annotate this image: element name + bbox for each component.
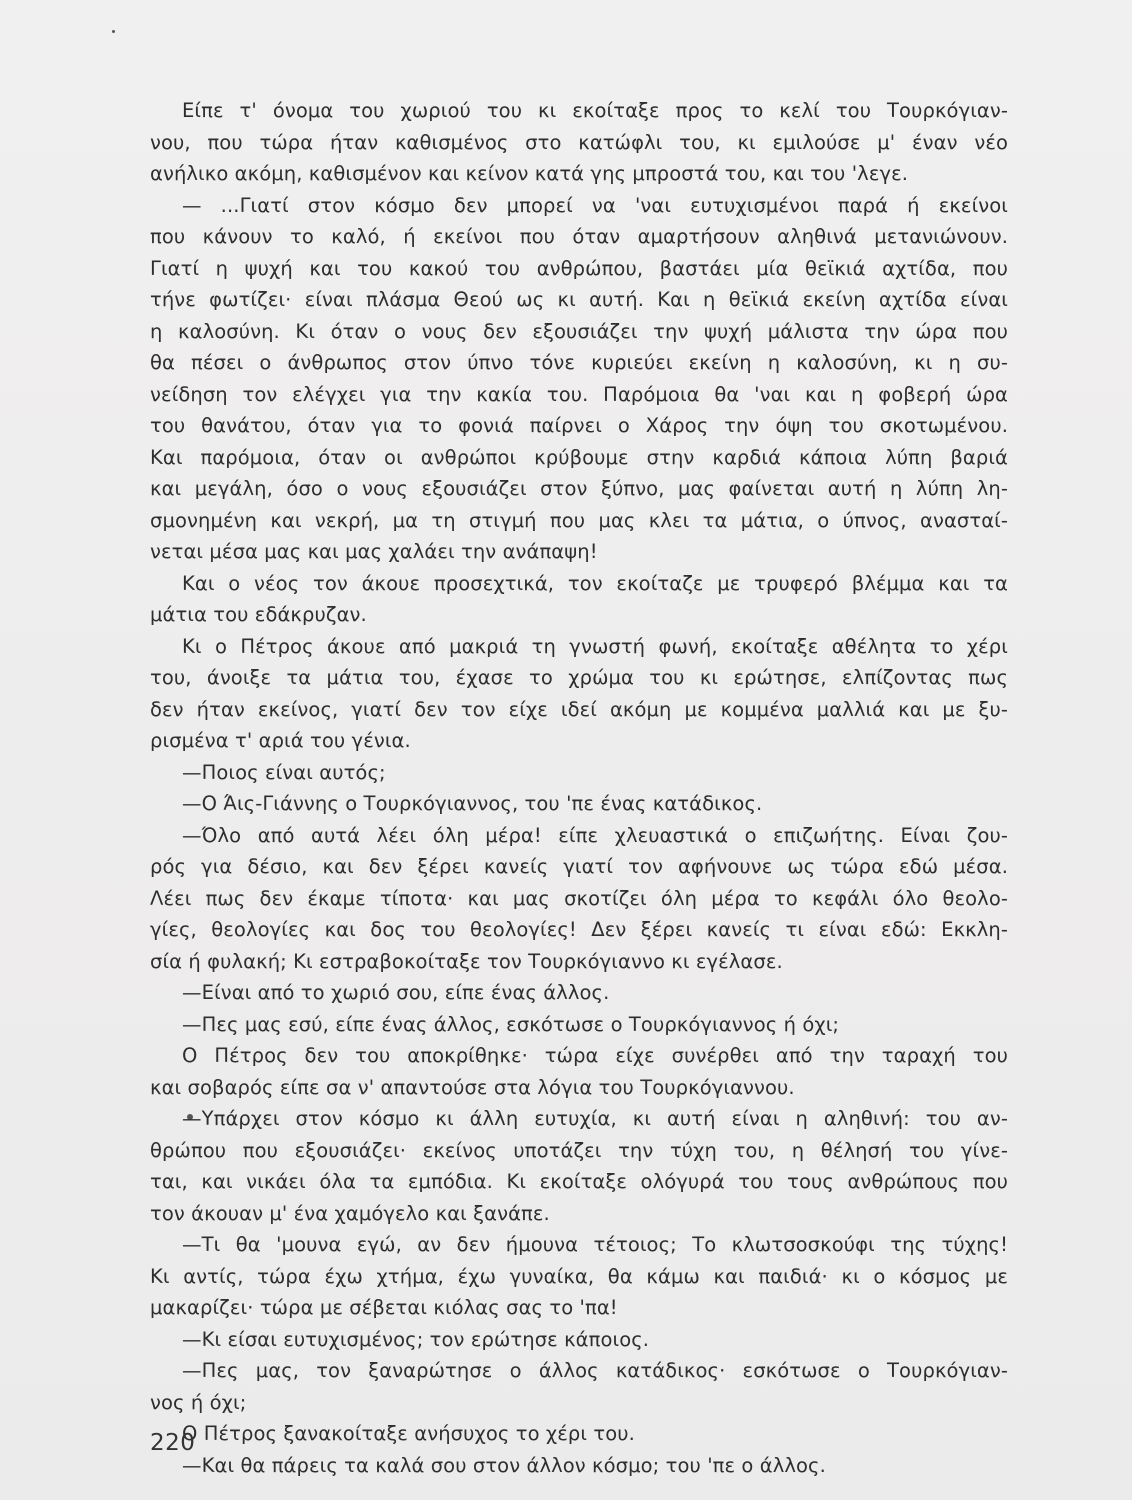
text-line: ρισμένα τ' αριά του γένια. (150, 729, 411, 752)
text-line: —Όλο από αυτά λέει όλη μέρα! είπε χλευαστικά ο επιζωήτης. Είναι ζου- (182, 823, 1008, 847)
text-line: —Τι θα 'μουνα εγώ, αν δεν ήμουνα τέτοιος; Το κλωτσοσκούφι της τύχης! (182, 1233, 1008, 1256)
text-line: σία ή φυλακή; Κι εστραβοκοίταξε τον Τουρκόγιαννο κι εγέλασε. (150, 949, 783, 973)
text-line: Ο Πέτρος δεν του αποκρίθηκε· τώρα είχε συνέρθει από την ταραχή του (182, 1044, 1008, 1067)
text-line: —Είναι από το χωριό σου, είπε ένας άλλος. (182, 981, 610, 1004)
text-line: θα πέσει ο άνθρωπος στον ύπνο τόνε κυριεύει εκείνη η καλοσύνη, κι η συ- (150, 351, 1008, 374)
text-line: Γιατί η ψυχή και του κακού του ανθρώπου, βαστάει μία θεϊκιά αχτίδα, που (150, 256, 1008, 280)
text-line: —Κι είσαι ευτυχισμένος; τον ερώτησε κάποιος. (182, 1327, 650, 1351)
text-line: — ...Γιατί στον κόσμο δεν μπορεί να 'ναι ευτυχισμένοι παρά ή εκείνοι (182, 193, 1008, 217)
text-line: η καλοσύνη. Κι όταν ο νους δεν εξουσιάζει την ψυχή μάλιστα την ώρα που (150, 319, 1008, 343)
text-line: θρώπου που εξουσιάζει· εκείνος υποτάζει την τύχη του, η θέλησή του γίνε- (150, 1138, 1008, 1162)
text-line: τήνε φωτίζει· είναι πλάσμα Θεού ως κι αυτή. Και η θεϊκιά εκείνη αχτίδα είναι (150, 288, 1008, 311)
text-line: Κι ο Πέτρος άκουε από μακριά τη γνωστή φωνή, εκοίταξε αθέλητα το χέρι (182, 634, 1008, 658)
text-line: γίες, θεολογίες και δος του θεολογίες! Δεν ξέρει κανείς τι είναι εδώ: Εκκλη- (150, 918, 1008, 941)
text-line: Ο Πέτρος ξανακοίταξε ανήσυχος το χέρι του. (182, 1422, 635, 1445)
text-line: και μεγάλη, όσο ο νους εξουσιάζει στον ξύπνο, μας φαίνεται αυτή η λύπη λη- (150, 477, 1008, 500)
text-line: νος ή όχι; (150, 1390, 247, 1414)
text-line: —Πες μας εσύ, είπε ένας άλλος, εσκότωσε ο Τουρκόγιαννος ή όχι; (182, 1012, 840, 1036)
text-line: δεν ήταν εκείνος, γιατί δεν τον είχε ιδεί ακόμη με κομμένα μαλλιά και με ξυ- (150, 697, 1008, 721)
text-line: ται, και νικάει όλα τα εμπόδια. Κι εκοίταξε ολόγυρά του τους ανθρώπους που (150, 1170, 1008, 1193)
text-line: Και ο νέος τον άκουε προσεχτικά, τον εκοίταζε με τρυφερό βλέμμα και τα (182, 571, 1008, 595)
text-line: —Υπάρχει στον κόσμο κι άλλη ευτυχία, κι αυτή είναι η αληθινή: του αν- (182, 1107, 1008, 1130)
page-number: 220 (150, 1430, 196, 1456)
text-line: Λέει πως δεν έκαμε τίποτα· και μας σκοτίζει όλη μέρα το κεφάλι όλο θεολο- (150, 886, 1008, 910)
text-line: μακαρίζει· τώρα με σέβεται κιόλας σας το 'πα! (150, 1296, 618, 1319)
text-line: του, άνοιξε τα μάτια του, έχασε το χρώμα του κι ερώτησε, ελπίζοντας πως (150, 666, 1008, 689)
text-line: του θανάτου, όταν για το φονιά παίρνει ο Χάρος την όψη του σκοτωμένου. (150, 414, 1008, 437)
text-line: Κι αντίς, τώρα έχω χτήμα, έχω γυναίκα, θα κάμω και παιδιά· κι ο κόσμος με (150, 1264, 1008, 1288)
text-line: μάτια του εδάκρυζαν. (150, 603, 367, 626)
text-line: νεται μέσα μας και μας χαλάει την ανάπαψη! (150, 540, 598, 563)
ink-speck (112, 30, 115, 33)
text-line: —Πες μας, τον ξαναρώτησε ο άλλος κατάδικος· εσκότωσε ο Τουρκόγιαν- (182, 1359, 1008, 1382)
text-line: —Και θα πάρεις τα καλά σου στον άλλον κόσμο; του 'πε ο άλλος. (182, 1453, 826, 1477)
text-line: νου, που τώρα ήταν καθισμένος στο κατώφλι του, κι εμιλούσε μ' έναν νέο (150, 130, 1008, 154)
text-line: τον άκουαν μ' ένα χαμόγελο και ξανάπε. (150, 1201, 550, 1225)
text-line: και σοβαρός είπε σα ν' απαντούσε στα λόγια του Τουρκόγιαννου. (150, 1075, 795, 1099)
text-line: Είπε τ' όνομα του χωριού του κι εκοίταξε προς το κελί του Τουρκόγιαν- (182, 99, 1008, 122)
body-text (150, 95, 1008, 1481)
text-line: ρός για δέσιο, και δεν ξέρει κανείς γιατί τον αφήνουνε ως τώρα εδώ μέσα. (150, 855, 1008, 878)
text-line: σμονημένη και νεκρή, μα τη στιγμή που μας κλει τα μάτια, ο ύπνος, ανασταί- (150, 508, 1008, 532)
text-line: Και παρόμοια, όταν οι ανθρώποι κρύβουμε στην καρδιά κάποια λύπη βαριά (150, 445, 1008, 469)
text-line: —Ποιος είναι αυτός; (182, 760, 386, 784)
text-line: που κάνουν το καλό, ή εκείνοι που όταν αμαρτήσουν αληθινά μετανιώνουν. (150, 225, 1008, 248)
text-line: ανήλικο ακόμη, καθισμένον και κείνον κατά γης μπροστά του, και του 'λεγε. (150, 162, 909, 185)
text-line: νείδηση τον ελέγχει για την κακία του. Παρόμοια θα 'ναι και η φοβερή ώρα (150, 382, 1008, 406)
text-line: —Ο Άις-Γιάννης ο Τουρκόγιαννος, του 'πε ένας κατάδικος. (182, 792, 763, 815)
